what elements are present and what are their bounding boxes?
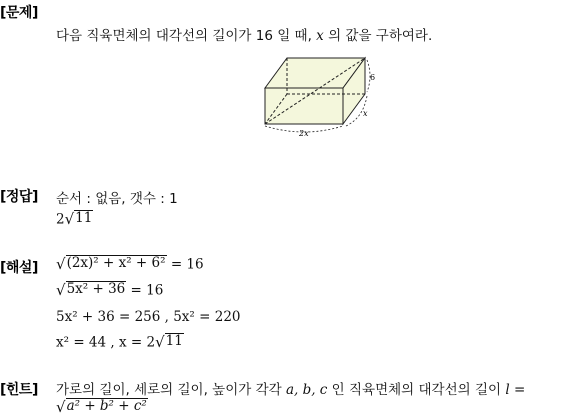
answer-tag: [정답] <box>0 189 38 205</box>
answer-sqrt: √ 11 <box>64 209 93 228</box>
solution-rhs-2: = 16 <box>130 282 164 299</box>
solution-tag: [해설] <box>0 260 38 276</box>
solution-sqrt-4: √ 11 <box>155 332 183 351</box>
hint-tag: [힌트] <box>0 382 38 398</box>
height-label: 6 <box>370 73 376 82</box>
answer-radicand: 11 <box>75 210 93 226</box>
width-label: 2x <box>299 129 309 138</box>
solution-line-4-prefix: x² = 44 , x = 2 <box>56 334 156 351</box>
hint-text-1: 가로의 길이, 세로의 길이, 높이가 각각 <box>56 382 282 398</box>
problem-variable: x <box>316 28 324 44</box>
solution-radicand-2: 5x² + 36 <box>66 281 126 297</box>
answer-meta: 순서 : 없음, 갯수 : 1 <box>56 191 178 207</box>
problem-text-after: 의 값을 구하여라. <box>328 28 433 44</box>
solution-line-2 <box>56 281 163 299</box>
solution-rhs-1: = 16 <box>170 256 204 273</box>
hint-text-2: 인 직육면체의 대각선의 길이 <box>331 382 502 398</box>
cuboid-front-face <box>265 88 343 124</box>
solution-radicand-1: (2x)² + x² + 6² <box>66 255 166 271</box>
problem-tag: [문제] <box>0 5 38 21</box>
solution-radicand-4: 11 <box>165 333 183 349</box>
hint-variables: a, b, c <box>285 382 328 398</box>
hint-radicand: a² + b² + c² <box>66 398 147 414</box>
solution-sqrt-1: √ (2x)² + x² + 6² <box>56 254 166 273</box>
hint-formula <box>56 398 148 416</box>
problem-text <box>56 24 432 44</box>
cuboid-figure <box>255 52 385 142</box>
depth-label: x <box>363 109 368 118</box>
answer-coefficient: 2 <box>56 211 65 228</box>
answer-value <box>56 210 93 228</box>
solution-line-4 <box>56 333 184 351</box>
solution-line-3: 5x² + 36 = 256 , 5x² = 220 <box>56 309 241 325</box>
hint-text <box>56 378 525 398</box>
hint-lhs: l = <box>505 382 526 398</box>
solution-sqrt-2: √ 5x² + 36 <box>56 280 126 299</box>
hint-sqrt: √ a² + b² + c² <box>56 397 147 416</box>
solution-line-1 <box>56 255 204 273</box>
problem-text-before: 다음 직육면체의 대각선의 길이가 16 일 때, <box>56 28 312 44</box>
